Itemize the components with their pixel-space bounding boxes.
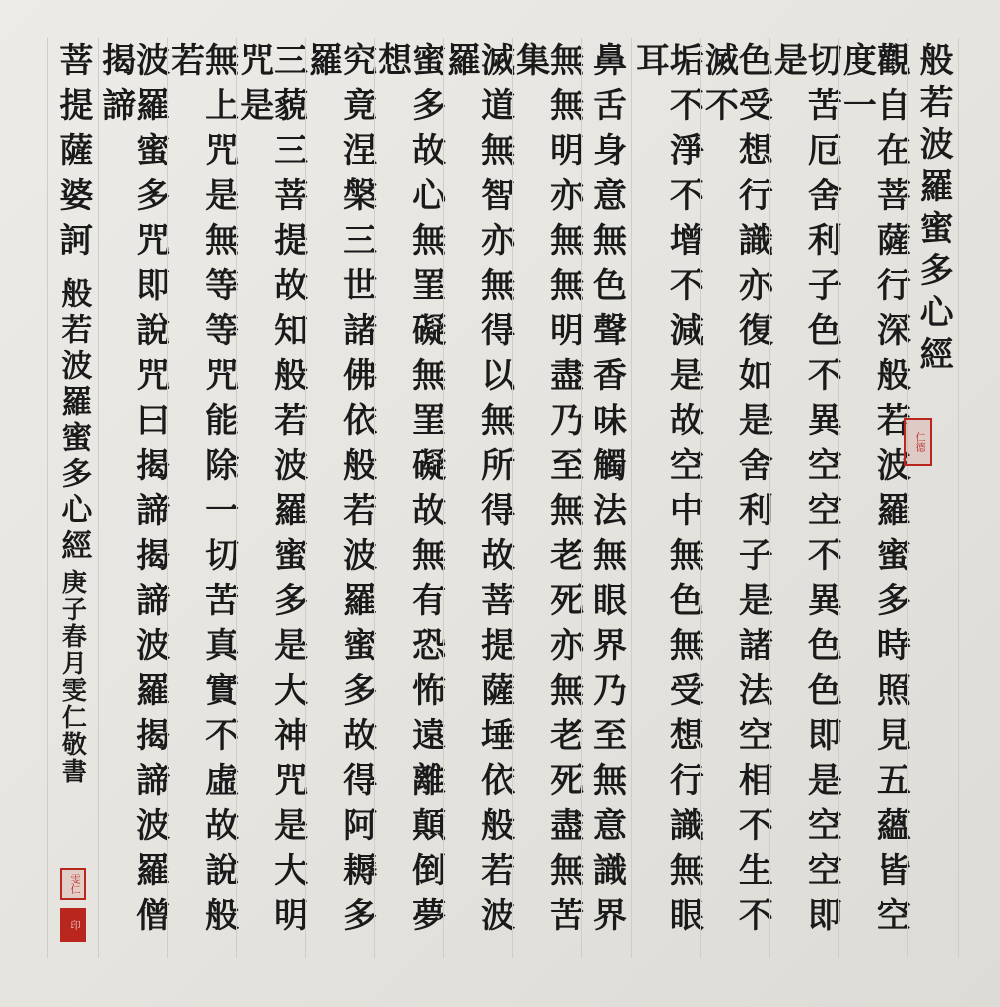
signature-date: 庚子春月雯仁敬書 (58, 569, 88, 785)
column-8 (440, 38, 515, 958)
text-column: 色受想行識亦復如是舍利子是諸法空相不生不滅不 (698, 42, 773, 942)
column-10 (302, 38, 377, 958)
column-4 (698, 38, 773, 958)
text-column: 菩提薩婆訶 (52, 42, 93, 267)
seal-stamp: 印 (60, 908, 86, 942)
column-14 (48, 38, 98, 958)
text-column: 波羅蜜多咒即說咒曰揭諦揭諦波羅揭諦波羅僧揭諦 (95, 42, 170, 942)
seal-stamp: 仁德 (904, 418, 932, 466)
sutra-title: 般若波羅蜜多心經 (913, 42, 954, 378)
text-column: 無無明亦無無明盡乃至無老死亦無老死盡無苦集 (509, 42, 584, 942)
column-7 (509, 38, 584, 958)
text-column: 垢不淨不增不減是故空中無色無受想行識無眼耳 (629, 42, 704, 942)
text-column: 滅道無智亦無得以無所得故菩提薩埵依般若波羅 (440, 42, 515, 942)
seal-stamp: 雯仁 (60, 868, 86, 900)
column-6 (581, 38, 632, 958)
column-1 (907, 38, 958, 958)
column-grid (47, 38, 959, 958)
column-12 (164, 38, 239, 958)
text-column: 蜜多故心無罣礙無罣礙故無有恐怖遠離顛倒夢想 (371, 42, 446, 942)
column-9 (371, 38, 446, 958)
column-2 (836, 38, 911, 958)
text-column: 觀自在菩薩行深般若波羅蜜多時照見五蘊皆空度一 (836, 42, 911, 942)
column-3 (767, 38, 842, 958)
text-column: 三藐三菩提故知般若波羅蜜多是大神咒是大明咒是 (233, 42, 308, 942)
text-column: 究竟涅槃三世諸佛依般若波羅蜜多故得阿耨多羅 (302, 42, 377, 942)
signature-title: 般若波羅蜜多心經 (55, 277, 92, 565)
text-column: 鼻舌身意無色聲香味觸法無眼界乃至無意識界 (586, 42, 627, 942)
column-5 (629, 38, 704, 958)
column-11 (233, 38, 308, 958)
column-13 (95, 38, 170, 958)
text-column: 無上咒是無等等咒能除一切苦真實不虛故說般若 (164, 42, 239, 942)
text-column: 切苦厄舍利子色不異空空不異色色即是空空即是 (767, 42, 842, 942)
